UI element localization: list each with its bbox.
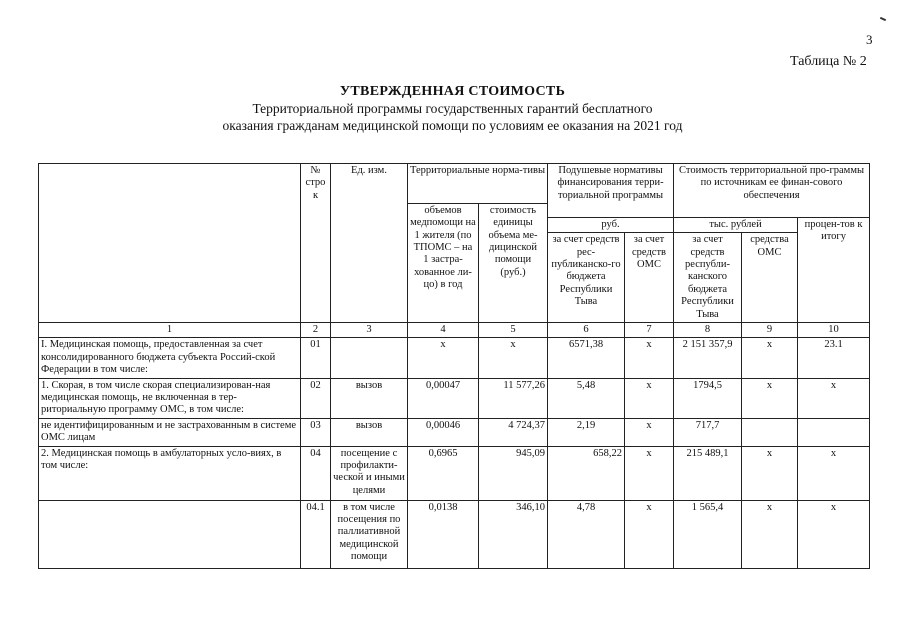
row-budget: 6571,38: [548, 338, 625, 378]
row-name: I. Медицинская помощь, предоставленная за счет консолидированного бюджета субъекта Россий-ской Федерации в том числе:: [39, 338, 301, 378]
row-oms: х: [625, 338, 674, 378]
row-budget-total: 1794,5: [674, 378, 742, 418]
col-num: 6: [548, 322, 625, 337]
header-unit-cost: стоимость единицы объема ме-дицинской помощи (руб.): [479, 203, 548, 322]
header-thous-spacer: [674, 203, 870, 217]
row-unit: посещение с профилакти-ческой и иными целями: [331, 446, 408, 500]
col-num: 10: [798, 322, 870, 337]
row-percent: х: [798, 378, 870, 418]
row-volume: х: [408, 338, 479, 378]
table-row: [39, 418, 870, 446]
subtitle-line-1: Территориальной программы государственных гарантий бесплатного: [252, 101, 653, 116]
row-oms-total: х: [742, 446, 798, 500]
row-budget-total: 1 565,4: [674, 500, 742, 568]
row-volume: 0,0138: [408, 500, 479, 568]
row-percent: 23.1: [798, 338, 870, 378]
row-code: 04.1: [301, 500, 331, 568]
row-cost: х: [479, 338, 548, 378]
row-volume: 0,00046: [408, 418, 479, 446]
row-name: [39, 500, 301, 568]
row-oms: х: [625, 378, 674, 418]
row-oms-total: [742, 418, 798, 446]
row-code: 02: [301, 378, 331, 418]
row-unit: в том числе посещения по паллиативной медицинской помощи: [331, 500, 408, 568]
row-volume: 0,6965: [408, 446, 479, 500]
header-rep-budget-2: за счет средств республи-канского бюджета Республики Тыва: [674, 233, 742, 323]
table-row: [39, 338, 870, 378]
row-cost: 945,09: [479, 446, 548, 500]
row-name: 1. Скорая, в том числе скорая специализирован-ная медицинская помощь, не включенная в тер-риториальную программу ОМС, в том числе:: [39, 378, 301, 418]
row-oms-total: х: [742, 500, 798, 568]
table-row: [39, 500, 870, 568]
corner-mark: [880, 17, 886, 21]
row-volume: 0,00047: [408, 378, 479, 418]
row-oms-total: х: [742, 378, 798, 418]
row-percent: х: [798, 500, 870, 568]
subtitle-line-2: оказания гражданам медицинской помощи по условиям ее оказания на 2021 год: [222, 118, 683, 133]
row-code: 01: [301, 338, 331, 378]
column-number-row: [39, 322, 870, 337]
row-percent: [798, 418, 870, 446]
col-num: 5: [479, 322, 548, 337]
row-code: 04: [301, 446, 331, 500]
col-num: 3: [331, 322, 408, 337]
header-oms: за счет средств ОМС: [625, 233, 674, 323]
row-budget-total: 215 489,1: [674, 446, 742, 500]
row-cost: 4 724,37: [479, 418, 548, 446]
row-budget-total: 717,7: [674, 418, 742, 446]
col-num: 2: [301, 322, 331, 337]
row-cost: 11 577,26: [479, 378, 548, 418]
row-name: не идентифицированным и не застрахованным в системе ОМС лицам: [39, 418, 301, 446]
row-percent: х: [798, 446, 870, 500]
row-budget: 658,22: [548, 446, 625, 500]
row-budget: 2,19: [548, 418, 625, 446]
header-oms-2: средства ОМС: [742, 233, 798, 323]
row-code: 03: [301, 418, 331, 446]
header-row-1: [39, 164, 870, 204]
header-thous-rub: тыс. рублей: [674, 217, 798, 232]
row-oms: х: [625, 446, 674, 500]
document-title: УТВЕРЖДЕННАЯ СТОИМОСТЬ: [339, 84, 566, 99]
header-row-no: № стро к: [301, 164, 331, 323]
row-oms: х: [625, 500, 674, 568]
header-percent: процен-тов к итогу: [798, 217, 870, 322]
row-budget-total: 2 151 357,9: [674, 338, 742, 378]
header-rub: [548, 203, 674, 217]
header-volume: объемов медпомощи на 1 жителя (по ТПОМС – на 1 застра-хованное ли-цо) в год: [408, 203, 479, 322]
row-cost: 346,10: [479, 500, 548, 568]
col-num: 9: [742, 322, 798, 337]
header-program-cost: Стоимость территориальной про-граммы по источникам ее финан-сового обеспечения: [674, 164, 870, 204]
header-rub-label: руб.: [548, 217, 674, 232]
col-num: 4: [408, 322, 479, 337]
row-budget: 4,78: [548, 500, 625, 568]
col-num: 7: [625, 322, 674, 337]
header-rep-budget: за счет средств рес-публиканско-го бюджета Республики Тыва: [548, 233, 625, 323]
cost-table: [38, 163, 870, 569]
row-unit: вызов: [331, 418, 408, 446]
table-number: Таблица № 2: [790, 54, 867, 69]
header-territorial-norms: Территориальные норма-тивы: [408, 164, 548, 204]
header-name-cell: [39, 164, 301, 323]
row-budget: 5,48: [548, 378, 625, 418]
row-oms: х: [625, 418, 674, 446]
header-per-capita: Подушевые нормативы финансирования терри-ториальной программы: [548, 164, 674, 204]
header-unit: Ед. изм.: [331, 164, 408, 323]
table-row: [39, 446, 870, 500]
row-unit: [331, 338, 408, 378]
row-name: 2. Медицинская помощь в амбулаторных усло-виях, в том числе:: [39, 446, 301, 500]
col-num: 8: [674, 322, 742, 337]
page-number: 3: [866, 32, 873, 47]
row-unit: вызов: [331, 378, 408, 418]
row-oms-total: х: [742, 338, 798, 378]
table-row: [39, 378, 870, 418]
col-num: 1: [39, 322, 301, 337]
